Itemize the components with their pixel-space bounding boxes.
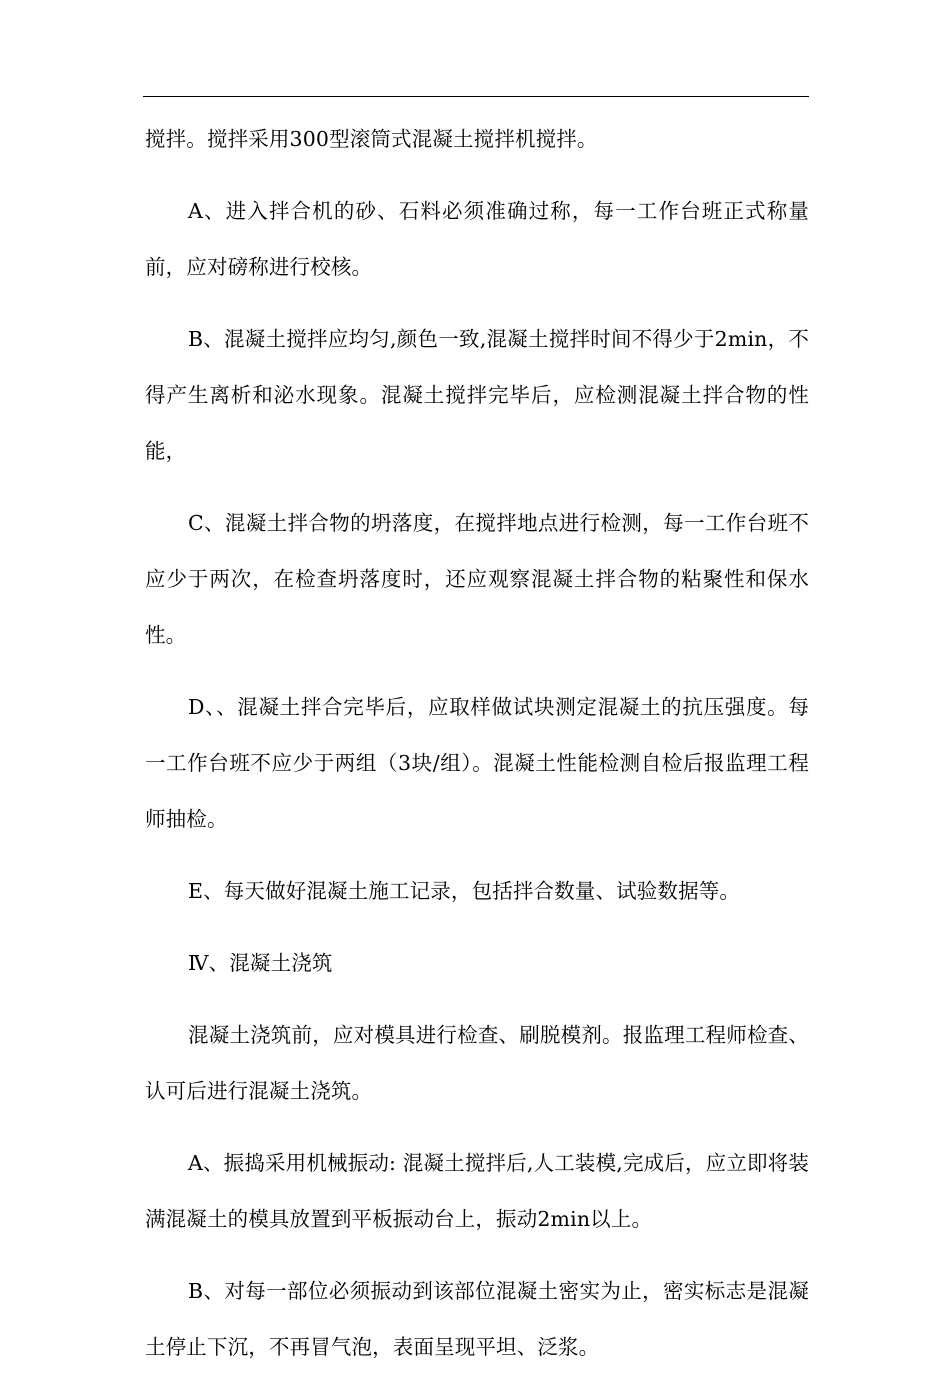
paragraph-item-d-sampling: D、、混凝土拌合完毕后，应取样做试块测定混凝土的抗压强度。每一工作台班不应少于两组（3块/组）。混凝土性能检测自检后报监理工程师抽检。 bbox=[145, 695, 809, 831]
paragraph-item-b-compaction: B、对每一部位必须振动到该部位混凝土密实为止，密实标志是混凝土停止下沉，不再冒气泡，表面呈现平坦、泛浆。 bbox=[145, 1279, 809, 1359]
section-heading-pouring: Ⅳ、混凝土浇筑 bbox=[188, 951, 333, 975]
document-body bbox=[145, 111, 809, 1375]
paragraph-item-b-mixing: B、混凝土搅拌应均匀,颜色一致,混凝土搅拌时间不得少于2min，不得产生离析和泌水现象。混凝土搅拌完毕后，应检测混凝土拌合物的性能， bbox=[145, 327, 809, 463]
paragraph-item-c-slump: C、混凝土拌合物的坍落度，在搅拌地点进行检测，每一工作台班不应少于两次，在检查坍落度时，还应观察混凝土拌合物的粘聚性和保水性。 bbox=[145, 511, 809, 647]
header-rule bbox=[143, 96, 809, 97]
paragraph-pouring-intro: 混凝土浇筑前，应对模具进行检查、刷脱模剂。报监理工程师检查、认可后进行混凝土浇筑。 bbox=[145, 1023, 809, 1103]
paragraph-item-e-records: E、每天做好混凝土施工记录，包括拌合数量、试验数据等。 bbox=[188, 879, 741, 903]
paragraph-item-a-weighing: A、进入拌合机的砂、石料必须准确过称，每一工作台班正式称量前，应对磅称进行校核。 bbox=[145, 199, 809, 279]
paragraph-item-a-vibration: A、振捣采用机械振动: 混凝土搅拌后,人工装模,完成后，应立即将装满混凝土的模具放置到平板振动台上，振动2min以上。 bbox=[145, 1151, 809, 1231]
paragraph-continuation: 搅拌。搅拌采用300型滚筒式混凝土搅拌机搅拌。 bbox=[145, 127, 598, 151]
